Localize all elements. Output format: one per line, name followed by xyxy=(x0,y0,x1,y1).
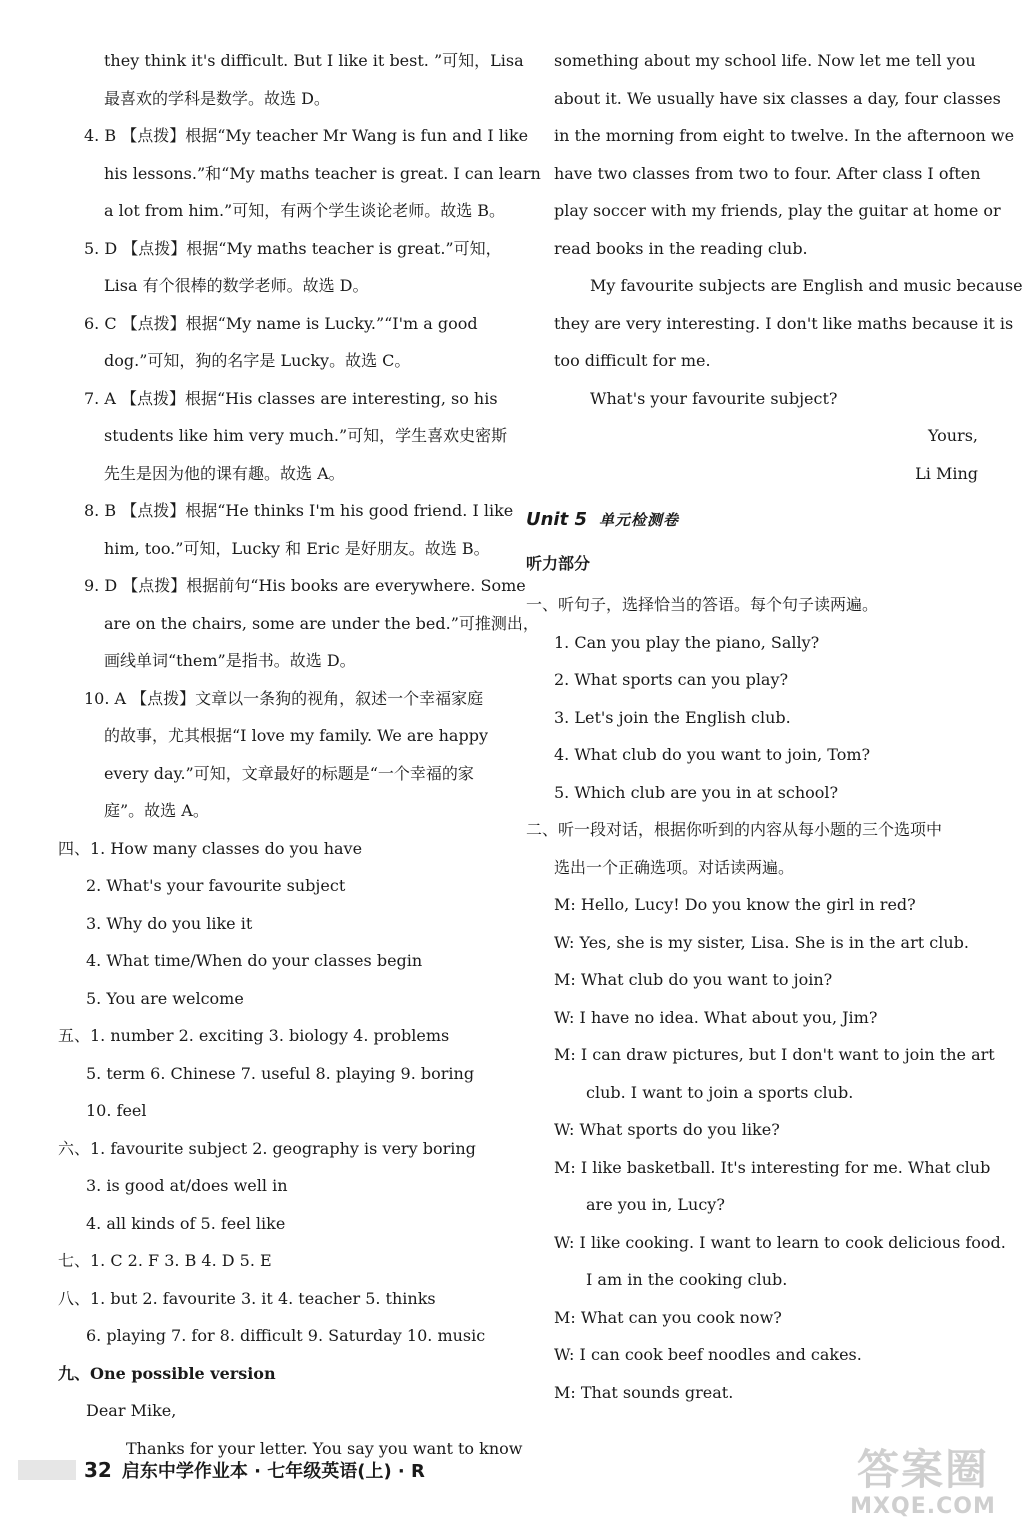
text-line: M: Hello, Lucy! Do you know the girl in red? xyxy=(554,895,916,914)
text-line: play soccer with my friends, play the guitar at home or xyxy=(554,201,1001,220)
text-line: 选出一个正确选项。对话读两遍。 xyxy=(554,857,795,877)
text-line: a lot from him.”可知，有两个学生谈论老师。故选 B。 xyxy=(104,201,506,220)
text-line: too difficult for me. xyxy=(554,351,711,370)
text-line: W: What sports do you like? xyxy=(554,1120,780,1139)
left-column xyxy=(58,42,541,1467)
text-line: 4. What club do you want to join, Tom? xyxy=(554,745,871,764)
text-line: are you in, Lucy? xyxy=(586,1195,725,1214)
text-line: M: That sounds great. xyxy=(554,1382,734,1402)
text-line: M: I like basketball. It's interesting for me. What club xyxy=(554,1157,991,1177)
text-line: 6. playing 7. for 8. difficult 9. Saturday 10. music xyxy=(86,1326,486,1345)
text-line: M: I can draw pictures, but I don't want to join the art xyxy=(554,1045,995,1064)
text-line: 3. is good at/does well in xyxy=(86,1176,288,1195)
text-line: W: I like cooking. I want to learn to cook delicious food. xyxy=(554,1232,1006,1252)
text-line: 7. A 【点拨】根据“His classes are interesting, so his xyxy=(84,388,498,408)
text-line: 画线单词“them”是指书。故选 D。 xyxy=(104,651,356,670)
text-line: something about my school life. Now let me tell you xyxy=(554,51,976,70)
text-line: 一、听句子，选择恰当的答语。每个句子读两遍。 xyxy=(526,595,879,614)
text-line: 3. Why do you like it xyxy=(86,913,253,933)
book-title: 启东中学作业本 · 七年级英语(上) · R xyxy=(121,1461,425,1482)
page-footer xyxy=(18,1452,718,1488)
text-line: about it. We usually have six classes a day, four classes xyxy=(554,88,1001,108)
right-column xyxy=(526,42,1023,1411)
text-line: 9. D 【点拨】根据前句“His books are everywhere. Some xyxy=(84,576,526,595)
text-line: 六、1. favourite subject 2. geography is very boring xyxy=(58,1138,476,1158)
listening-script xyxy=(526,586,1006,1411)
unit-subtitle: 单元检测卷 xyxy=(599,511,680,529)
text-line: in the morning from eight to twelve. In the afternoon we xyxy=(554,126,1015,145)
text-line: W: I can cook beef noodles and cakes. xyxy=(554,1345,862,1364)
text-line: read books in the reading club. xyxy=(554,238,808,258)
text-line: 4. all kinds of 5. feel like xyxy=(86,1213,286,1233)
text-line: 4. B 【点拨】根据“My teacher Mr Wang is fun and I like xyxy=(84,126,529,145)
text-line: 5. Which club are you in at school? xyxy=(554,782,839,802)
text-line: W: I have no idea. What about you, Jim? xyxy=(554,1007,878,1027)
text-line: have two classes from two to four. After class I often xyxy=(554,163,981,183)
text-line: 七、1. C 2. F 3. B 4. D 5. E xyxy=(58,1251,272,1270)
text-line: 5. You are welcome xyxy=(86,988,244,1008)
text-line: 最喜欢的学科是数学。故选 D。 xyxy=(104,88,330,108)
text-line: 5. D 【点拨】根据“My maths teacher is great.”可知， xyxy=(84,238,502,258)
text-line: 10. A 【点拨】文章以一条狗的视角，叙述一个幸福家庭 xyxy=(84,688,484,708)
text-line: Yours, xyxy=(927,426,978,445)
watermark-url: MXQE.COM xyxy=(850,1494,996,1519)
text-line: 二、听一段对话，根据你听到的内容从每小题的三个选项中 xyxy=(526,820,943,839)
text-line: 的故事，尤其根据“I love my family. We are happy xyxy=(104,726,488,745)
text-line: 6. C 【点拨】根据“My name is Lucky.”“I'm a good xyxy=(84,313,478,333)
text-line: 8. B 【点拨】根据“He thinks I'm his good friend. I like xyxy=(84,501,514,520)
text-line: 4. What time/When do your classes begin xyxy=(86,951,423,970)
text-line: W: Yes, she is my sister, Lisa. She is in the art club. xyxy=(554,932,969,952)
text-line: 3. Let's join the English club. xyxy=(554,707,791,727)
text-line: his lessons.”和“My maths teacher is great. I can learn xyxy=(104,163,541,183)
text-line: 九、One possible version xyxy=(58,1363,276,1383)
text-line: My favourite subjects are English and music because xyxy=(590,276,1023,295)
text-line: they are very interesting. I don't like maths because it is xyxy=(554,313,1014,333)
watermark-text: 答案圈 xyxy=(856,1445,989,1494)
text-line: What's your favourite subject? xyxy=(590,388,838,408)
text-line: club. I want to join a sports club. xyxy=(586,1082,854,1102)
text-line: 10. feel xyxy=(86,1101,147,1120)
text-line: M: What can you cook now? xyxy=(554,1307,782,1327)
letter-continued xyxy=(526,42,1023,492)
text-line: are on the chairs, some are under the bed.”可推测出， xyxy=(104,613,539,633)
listening-section-title: 听力部分 xyxy=(526,554,591,573)
page-number: 32 xyxy=(84,1458,112,1482)
text-line: Li Ming xyxy=(915,463,978,483)
text-line: 八、1. but 2. favourite 3. it 4. teacher 5. thinks xyxy=(58,1288,436,1308)
unit-heading xyxy=(526,498,978,542)
text-line: M: What club do you want to join? xyxy=(554,970,833,989)
text-line: Dear Mike, xyxy=(86,1401,177,1420)
text-line: they think it's difficult. But I like it best. ”可知，Lisa xyxy=(104,51,524,70)
text-line: 2. What sports can you play? xyxy=(554,670,789,689)
text-line: 1. Can you play the piano, Sally? xyxy=(554,632,820,652)
text-line: students like him very much.”可知，学生喜欢史密斯 xyxy=(104,426,508,445)
text-line: 四、1. How many classes do you have xyxy=(58,838,363,858)
text-line: 5. term 6. Chinese 7. useful 8. playing 9. boring xyxy=(86,1063,475,1083)
text-line: him, too.”可知，Lucky 和 Eric 是好朋友。故选 B。 xyxy=(104,538,490,558)
text-line: 五、1. number 2. exciting 3. biology 4. problems xyxy=(58,1026,450,1045)
watermark-logo xyxy=(838,1446,1008,1530)
unit-label: Unit 5 xyxy=(526,509,587,530)
text-line: every day.”可知，文章最好的标题是“一个幸福的家 xyxy=(104,763,474,783)
text-line: 2. What's your favourite subject xyxy=(86,876,346,895)
text-line: 先生是因为他的课有趣。故选 A。 xyxy=(104,463,345,483)
text-line: I am in the cooking club. xyxy=(586,1270,788,1289)
text-line: Lisa 有个很棒的数学老师。故选 D。 xyxy=(104,276,369,295)
footer-bar xyxy=(18,1460,76,1480)
text-line: dog.”可知，狗的名字是 Lucky。故选 C。 xyxy=(104,351,411,370)
text-line: Thanks for your letter. You say you want to know xyxy=(126,1438,523,1458)
text-line: 庭”。故选 A。 xyxy=(104,801,209,820)
